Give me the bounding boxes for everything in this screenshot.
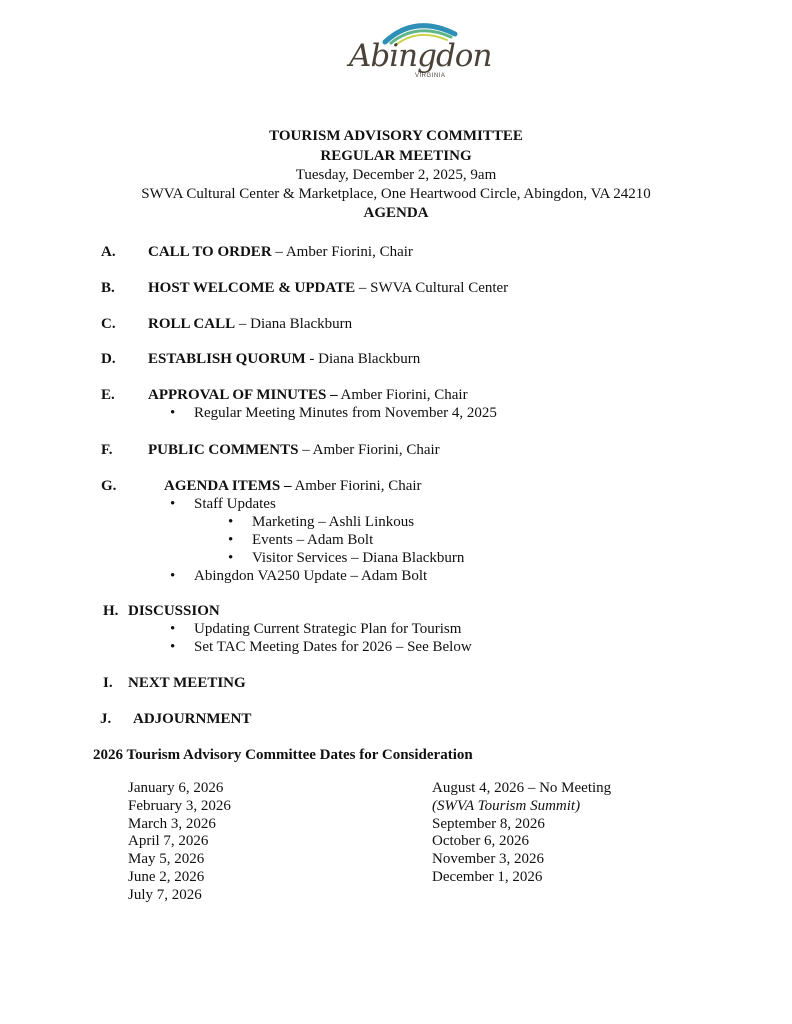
item-presenter: – Amber Fiorini, Chair	[298, 442, 440, 458]
date-item: April 7, 2026	[128, 833, 209, 850]
committee-title: TOURISM ADVISORY COMMITTEE	[269, 128, 523, 144]
list-item	[228, 513, 415, 531]
date-item: June 2, 2026	[128, 868, 205, 885]
item-title: DISCUSSION	[128, 603, 220, 619]
abingdon-logo	[345, 16, 492, 88]
item-title: ESTABLISH QUORUM	[148, 351, 306, 367]
item-letter: F.	[101, 442, 113, 458]
date-item: September 8, 2026	[432, 815, 545, 832]
meeting-type: REGULAR MEETING	[320, 148, 472, 164]
item-letter: G.	[101, 478, 117, 494]
bullet-icon: •	[170, 405, 176, 421]
item-letter: H.	[103, 603, 119, 619]
agenda-heading: AGENDA	[363, 205, 429, 221]
date-item: October 6, 2026	[432, 833, 530, 850]
bullet-icon: •	[170, 639, 176, 655]
bullet-icon: •	[170, 496, 176, 512]
list-item	[170, 620, 462, 638]
item-letter: A.	[101, 244, 116, 260]
bullet-icon: •	[170, 621, 176, 637]
item-presenter: Amber Fiorini, Chair	[291, 478, 422, 494]
date-item: March 3, 2026	[128, 815, 216, 832]
meeting-datetime: Tuesday, December 2, 2025, 9am	[295, 167, 497, 183]
bullet-text: Regular Meeting Minutes from November 4, 2025	[194, 405, 497, 421]
item-title: PUBLIC COMMENTS	[148, 442, 299, 458]
date-item: July 7, 2026	[128, 886, 202, 903]
list-item	[228, 549, 465, 567]
list-item	[170, 638, 472, 656]
item-title: HOST WELCOME & UPDATE	[148, 280, 356, 296]
logo-wordmark: Abingdon	[349, 38, 492, 74]
list-item	[170, 404, 497, 422]
meeting-location: SWVA Cultural Center & Marketplace, One Heartwood Circle, Abingdon, VA 24210	[141, 186, 651, 202]
item-letter: E.	[101, 387, 115, 403]
bullet-text: Events – Adam Bolt	[252, 532, 374, 548]
dates-right-column	[432, 780, 611, 887]
item-title: ROLL CALL	[148, 316, 236, 332]
date-item: August 4, 2026 – No Meeting	[432, 780, 612, 796]
bullet-text: Abingdon VA250 Update – Adam Bolt	[194, 568, 428, 584]
item-title: CALL TO ORDER	[148, 244, 272, 260]
date-note	[432, 798, 611, 816]
item-title: APPROVAL OF MINUTES –	[148, 387, 338, 403]
bullet-text: Visitor Services – Diana Blackburn	[252, 550, 465, 566]
bullet-icon: •	[228, 550, 234, 566]
item-letter: C.	[101, 316, 116, 332]
bullet-text: Staff Updates	[194, 496, 276, 512]
date-note-text: (SWVA Tourism Summit)	[432, 797, 581, 814]
bullet-icon: •	[228, 514, 234, 530]
item-presenter: – SWVA Cultural Center	[355, 280, 509, 296]
item-title: NEXT MEETING	[128, 675, 246, 691]
item-title: ADJOURNMENT	[133, 711, 252, 727]
item-title: AGENDA ITEMS –	[164, 478, 292, 494]
date-item: May 5, 2026	[128, 851, 205, 868]
bullet-text: Updating Current Strategic Plan for Tourism	[194, 621, 462, 637]
date-item: December 1, 2026	[432, 868, 543, 885]
item-letter: I.	[103, 675, 113, 691]
item-letter: B.	[101, 280, 115, 296]
bullet-text: Marketing – Ashli Linkous	[252, 514, 415, 530]
date-item: November 3, 2026	[432, 851, 545, 868]
bullet-icon: •	[170, 568, 176, 584]
list-item	[170, 567, 428, 585]
bullet-text: Set TAC Meeting Dates for 2026 – See Below	[194, 639, 472, 655]
date-item: February 3, 2026	[128, 797, 231, 814]
dates-left-column	[128, 780, 231, 905]
item-presenter: – Diana Blackburn	[235, 316, 353, 332]
list-item	[228, 531, 374, 549]
item-presenter: - Diana Blackburn	[305, 351, 421, 367]
item-presenter: – Amber Fiorini, Chair	[271, 244, 413, 260]
item-presenter: Amber Fiorini, Chair	[337, 387, 468, 403]
bullet-icon: •	[228, 532, 234, 548]
logo-state: VIRGINIA	[415, 73, 446, 79]
dates-heading-text: 2026 Tourism Advisory Committee Dates for Consideration	[93, 747, 473, 763]
item-letter: J.	[100, 711, 112, 727]
item-letter: D.	[101, 351, 116, 367]
date-item: January 6, 2026	[128, 780, 224, 796]
list-item	[170, 495, 276, 513]
